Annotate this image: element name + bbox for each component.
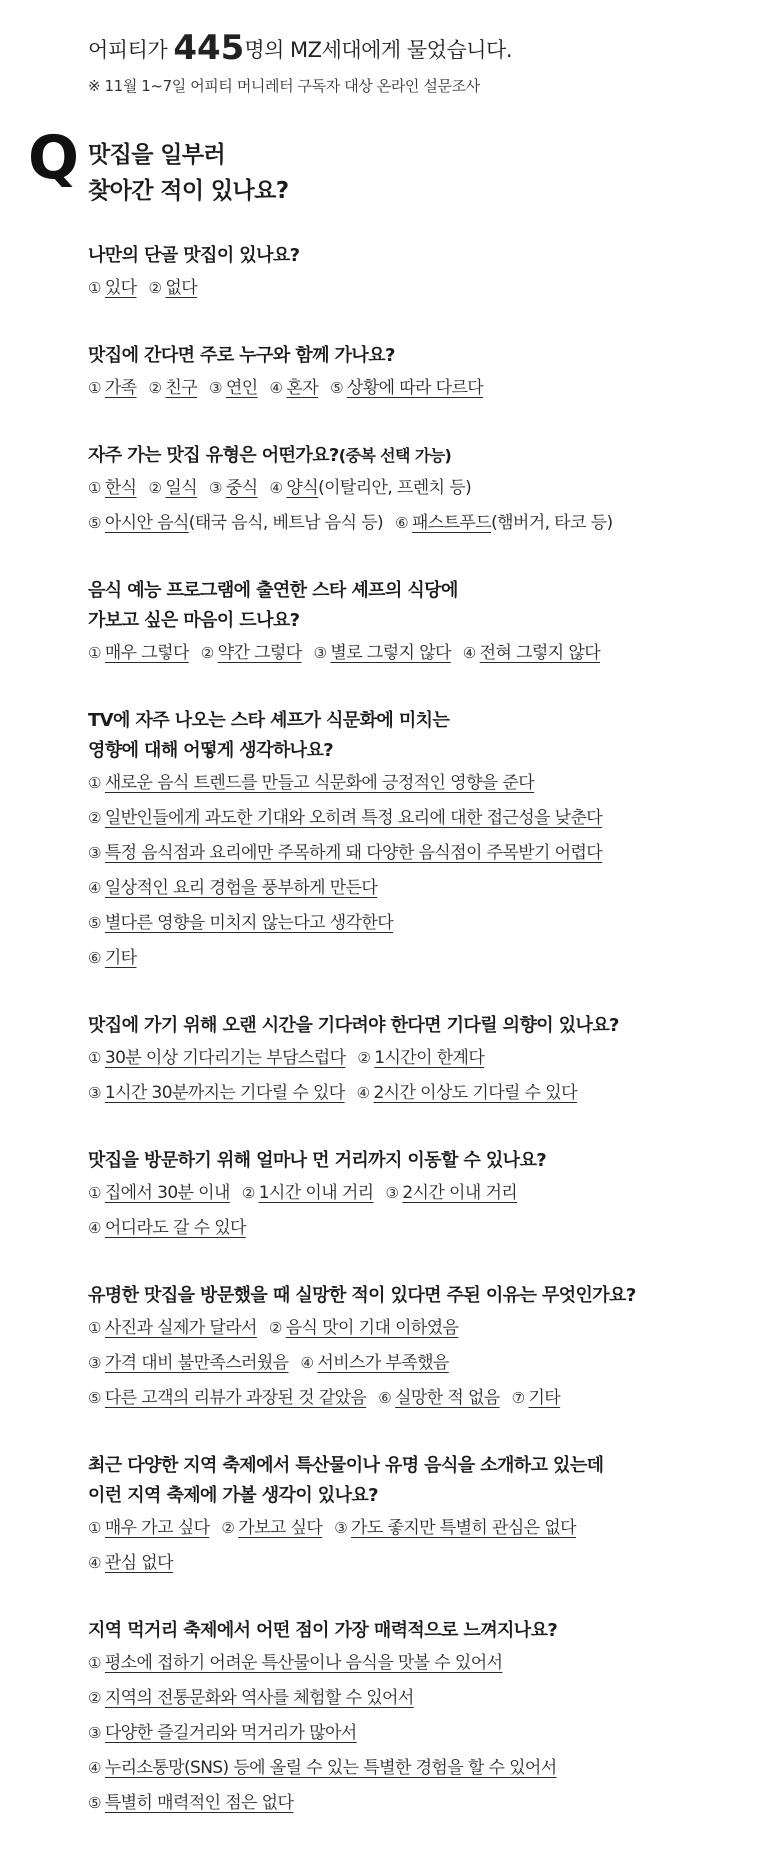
question-title-text: 이런 지역 축제에 가볼 생각이 있나요? — [88, 1485, 378, 1506]
question-title-text: 최근 다양한 지역 축제에서 특산물이나 유명 음식을 소개하고 있는데 — [88, 1455, 604, 1476]
answer-option[interactable] — [149, 378, 198, 398]
option-label: 일반인들에게 과도한 기대와 오히려 특정 요리에 대한 접근성을 낮춘다 — [104, 808, 603, 828]
intro-prefix: 어피티가 — [88, 38, 174, 62]
option-row — [88, 1681, 758, 1716]
answer-option[interactable] — [88, 773, 534, 793]
option-number: ⑥ — [395, 514, 408, 532]
option-label: 약간 그렇다 — [217, 643, 302, 663]
option-number: ② — [268, 1319, 282, 1337]
option-number: ① — [88, 774, 101, 792]
option-number: ② — [357, 1049, 371, 1067]
option-number: ① — [88, 479, 101, 497]
question-title-line — [88, 1281, 758, 1311]
option-number: ② — [148, 279, 162, 297]
option-label: 전혀 그렇지 않다 — [479, 643, 601, 663]
option-label: 실망한 적 없음 — [395, 1388, 500, 1408]
survey-question — [88, 441, 758, 541]
option-number: ③ — [88, 1724, 101, 1742]
option-label: 매우 가고 싶다 — [104, 1518, 210, 1538]
option-row — [88, 1511, 758, 1546]
option-row — [88, 1751, 758, 1786]
question-title — [88, 341, 758, 371]
option-number: ① — [88, 1184, 101, 1202]
option-number: ② — [88, 809, 101, 827]
answer-option[interactable] — [88, 1083, 345, 1103]
main-title-line: 찾아간 적이 있나요? — [88, 178, 289, 204]
option-number: ④ — [269, 379, 283, 397]
answer-option[interactable] — [88, 1388, 366, 1408]
option-row — [88, 1076, 758, 1111]
option-detail: (이탈리안, 프렌치 등) — [318, 478, 472, 498]
option-label: 중식 — [225, 478, 258, 498]
option-detail: (햄버거, 타코 등) — [491, 513, 613, 533]
answer-option[interactable] — [88, 1553, 173, 1573]
option-number: ⑤ — [88, 1794, 101, 1812]
question-title-line — [88, 1146, 758, 1176]
option-row — [88, 271, 758, 306]
option-number: ① — [88, 1049, 101, 1067]
survey-question — [88, 1146, 758, 1246]
option-label: 30분 이상 기다리기는 부담스럽다 — [104, 1048, 346, 1068]
answer-option[interactable] — [88, 878, 377, 898]
question-note: (중복 선택 가능) — [338, 446, 452, 465]
option-number: ⑤ — [88, 1389, 101, 1407]
answer-option[interactable] — [269, 1318, 459, 1338]
intro-suffix: 명의 MZ세대에게 물었습니다. — [244, 38, 512, 62]
option-number: ② — [241, 1184, 255, 1202]
option-label: 평소에 접하기 어려운 특산물이나 음식을 맛볼 수 있어서 — [104, 1653, 503, 1673]
respondent-count: 445 — [173, 28, 245, 68]
answer-option[interactable] — [88, 843, 602, 863]
survey-question — [88, 1011, 758, 1111]
question-title-text: 음식 예능 프로그램에 출연한 스타 셰프의 식당에 — [88, 580, 458, 601]
survey-question — [88, 706, 758, 976]
option-label: 상황에 따라 다르다 — [346, 378, 484, 398]
option-number: ② — [88, 1689, 101, 1707]
answer-option[interactable] — [88, 513, 383, 533]
answer-option[interactable] — [395, 513, 612, 533]
option-row — [88, 836, 758, 871]
option-number: ② — [148, 379, 162, 397]
option-label: 가도 좋지만 특별히 관심은 없다 — [351, 1518, 576, 1538]
survey-question — [88, 1616, 758, 1821]
answer-option[interactable] — [88, 808, 602, 828]
option-number: ③ — [334, 1519, 348, 1537]
option-row — [88, 1311, 758, 1346]
option-row — [88, 1041, 758, 1076]
question-title-line — [88, 441, 758, 471]
option-row — [88, 506, 758, 541]
option-label: 집에서 30분 이내 — [104, 1183, 230, 1203]
answer-option[interactable] — [88, 278, 137, 298]
option-number: ③ — [88, 844, 101, 862]
answer-option[interactable] — [88, 643, 189, 663]
answer-option[interactable] — [270, 478, 472, 498]
option-label: 2시간 이내 거리 — [402, 1183, 518, 1203]
answer-option[interactable] — [88, 1758, 557, 1778]
option-number: ③ — [88, 1354, 101, 1372]
option-row — [88, 1716, 758, 1751]
option-row — [88, 1176, 758, 1211]
main-title-line: 맛집을 일부러 — [88, 142, 226, 168]
q-mark-icon: Q — [28, 123, 80, 193]
option-label: 일상적인 요리 경험을 풍부하게 만든다 — [104, 878, 378, 898]
option-label: 다른 고객의 리뷰가 과장된 것 같았음 — [104, 1388, 367, 1408]
question-title — [88, 1616, 758, 1646]
option-label: 사진과 실제가 달라서 — [104, 1318, 257, 1338]
question-title-line — [88, 1616, 758, 1646]
option-number: ① — [88, 1519, 101, 1537]
option-label: 2시간 이상도 기다릴 수 있다 — [373, 1083, 577, 1103]
question-title-text: 자주 가는 맛집 유형은 어떤가요? — [88, 445, 339, 466]
option-label: 다양한 즐길거리와 먹거리가 많아서 — [104, 1723, 357, 1743]
answer-option[interactable] — [88, 1048, 345, 1068]
option-number: ④ — [462, 644, 476, 662]
answer-option[interactable] — [88, 1653, 502, 1673]
option-label: 양식 — [286, 478, 319, 498]
option-row — [88, 471, 758, 506]
option-number: ④ — [88, 1219, 101, 1237]
question-title-line — [88, 241, 758, 271]
option-number: ① — [88, 1654, 101, 1672]
option-number: ④ — [269, 479, 283, 497]
question-title-line — [88, 736, 758, 766]
answer-option[interactable] — [357, 1048, 484, 1068]
question-title — [88, 1011, 758, 1041]
option-row — [88, 1786, 758, 1821]
answer-option[interactable] — [88, 1318, 257, 1338]
main-question-title — [88, 137, 289, 209]
option-number: ③ — [209, 379, 222, 397]
survey-note: ※ 11월 1~7일 어피티 머니레터 구독자 대상 온라인 설문조사 — [88, 77, 480, 95]
question-title-text: 영향에 대해 어떻게 생각하나요? — [88, 740, 334, 761]
survey-question — [88, 576, 758, 671]
option-number: ① — [88, 644, 101, 662]
option-label: 기타 — [104, 948, 137, 968]
option-label: 없다 — [165, 278, 198, 298]
answer-option[interactable] — [209, 478, 258, 498]
question-title — [88, 1451, 758, 1511]
question-list — [88, 241, 758, 1856]
answer-option[interactable] — [463, 643, 600, 663]
option-label: 가족 — [104, 378, 137, 398]
answer-option[interactable] — [88, 1218, 246, 1238]
intro-headline — [88, 30, 748, 68]
answer-option[interactable] — [201, 643, 302, 663]
option-number: ③ — [88, 1084, 101, 1102]
option-label: 별로 그렇지 않다 — [330, 643, 451, 663]
option-label: 1시간 이내 거리 — [258, 1183, 374, 1203]
answer-option[interactable] — [357, 1083, 577, 1103]
option-label: 패스트푸드 — [411, 513, 492, 533]
option-row — [88, 1346, 758, 1381]
answer-option[interactable] — [314, 643, 451, 663]
question-title — [88, 706, 758, 766]
answer-option[interactable] — [512, 1388, 561, 1408]
question-title-line — [88, 341, 758, 371]
option-row — [88, 801, 758, 836]
option-label: 지역의 전통문화와 역사를 체험할 수 있어서 — [104, 1688, 414, 1708]
option-label: 연인 — [225, 378, 258, 398]
option-label: 일식 — [165, 478, 198, 498]
option-label: 새로운 음식 트렌드를 만들고 식문화에 긍정적인 영향을 준다 — [104, 773, 535, 793]
answer-option[interactable] — [385, 1183, 517, 1203]
option-number: ④ — [300, 1354, 314, 1372]
option-row — [88, 871, 758, 906]
option-label: 1시간 30분까지는 기다릴 수 있다 — [104, 1083, 345, 1103]
option-number: ① — [88, 279, 101, 297]
answer-option[interactable] — [378, 1388, 499, 1408]
answer-option[interactable] — [88, 1723, 357, 1743]
option-number: ⑤ — [88, 914, 101, 932]
question-title-text: TV에 자주 나오는 스타 셰프가 식문화에 미치는 — [88, 710, 450, 731]
question-title-text: 맛집에 가기 위해 오랜 시간을 기다려야 한다면 기다릴 의향이 있나요? — [88, 1015, 619, 1036]
option-label: 서비스가 부족했음 — [317, 1353, 449, 1373]
answer-option[interactable] — [88, 913, 393, 933]
question-title-text: 가보고 싶은 마음이 드나요? — [88, 610, 300, 631]
option-number: ② — [148, 479, 162, 497]
question-title — [88, 576, 758, 636]
option-number: ③ — [209, 479, 222, 497]
option-label: 관심 없다 — [104, 1553, 173, 1573]
option-row — [88, 371, 758, 406]
option-number: ⑥ — [378, 1389, 392, 1407]
survey-question — [88, 241, 758, 306]
answer-option[interactable] — [209, 378, 258, 398]
option-number: ④ — [356, 1084, 370, 1102]
question-title-text: 나만의 단골 맛집이 있나요? — [88, 245, 300, 266]
option-label: 혼자 — [286, 378, 319, 398]
survey-question — [88, 341, 758, 406]
option-number: ⑤ — [88, 514, 101, 532]
option-label: 별다른 영향을 미치지 않는다고 생각한다 — [104, 913, 394, 933]
answer-option[interactable] — [88, 1793, 293, 1813]
option-number: ⑦ — [511, 1389, 525, 1407]
option-number: ④ — [88, 1759, 101, 1777]
question-title-line — [88, 706, 758, 736]
question-title-text: 맛집에 간다면 주로 누구와 함께 가나요? — [88, 345, 395, 366]
option-number: ③ — [385, 1184, 399, 1202]
question-title-text: 지역 먹거리 축제에서 어떤 점이 가장 매력적으로 느껴지나요? — [88, 1620, 558, 1641]
option-row — [88, 941, 758, 976]
option-number: ② — [221, 1519, 235, 1537]
option-row — [88, 906, 758, 941]
option-row — [88, 1546, 758, 1581]
option-label: 있다 — [104, 278, 137, 298]
option-row — [88, 1646, 758, 1681]
option-label: 누리소통망(SNS) 등에 올릴 수 있는 특별한 경험을 할 수 있어서 — [104, 1758, 557, 1778]
option-label: 특별히 매력적인 점은 없다 — [104, 1793, 294, 1813]
option-label: 아시안 음식 — [104, 513, 189, 533]
answer-option[interactable] — [88, 1518, 209, 1538]
question-title-text: 맛집을 방문하기 위해 얼마나 먼 거리까지 이동할 수 있나요? — [88, 1150, 547, 1171]
answer-option[interactable] — [88, 948, 137, 968]
option-label: 매우 그렇다 — [104, 643, 189, 663]
option-number: ① — [88, 1319, 101, 1337]
survey-question — [88, 1281, 758, 1416]
option-row — [88, 636, 758, 671]
option-label: 가보고 싶다 — [238, 1518, 323, 1538]
option-row — [88, 1381, 758, 1416]
answer-option[interactable] — [334, 1518, 576, 1538]
option-label: 가격 대비 불만족스러웠음 — [104, 1353, 289, 1373]
option-label: 1시간이 한계다 — [374, 1048, 485, 1068]
option-label: 어디라도 갈 수 있다 — [104, 1218, 246, 1238]
answer-option[interactable] — [88, 1183, 230, 1203]
question-title-line — [88, 1481, 758, 1511]
option-row — [88, 766, 758, 801]
answer-option[interactable] — [88, 478, 137, 498]
answer-option[interactable] — [149, 278, 198, 298]
option-label: 특정 음식점과 요리에만 주목하게 돼 다양한 음식점이 주목받기 어렵다 — [104, 843, 603, 863]
question-title-line — [88, 606, 758, 636]
option-label: 친구 — [165, 378, 198, 398]
answer-option[interactable] — [88, 378, 137, 398]
option-detail: (태국 음식, 베트남 음식 등) — [188, 513, 384, 533]
question-title-text: 유명한 맛집을 방문했을 때 실망한 적이 있다면 주된 이유는 무엇인가요? — [88, 1285, 636, 1306]
option-number: ④ — [88, 1554, 101, 1572]
answer-option[interactable] — [221, 1518, 322, 1538]
answer-option[interactable] — [242, 1183, 374, 1203]
option-label: 한식 — [104, 478, 137, 498]
option-label: 기타 — [528, 1388, 561, 1408]
option-number: ⑥ — [88, 949, 101, 967]
answer-option[interactable] — [88, 1688, 414, 1708]
question-title — [88, 1281, 758, 1311]
option-label: 음식 맛이 기대 이하였음 — [285, 1318, 459, 1338]
question-title-line — [88, 576, 758, 606]
intro-block — [88, 30, 748, 98]
answer-option[interactable] — [330, 378, 483, 398]
option-number: ② — [200, 644, 214, 662]
option-number: ③ — [313, 644, 327, 662]
question-title — [88, 1146, 758, 1176]
option-row — [88, 1211, 758, 1246]
answer-option[interactable] — [88, 1353, 289, 1373]
answer-option[interactable] — [301, 1353, 449, 1373]
question-title-line — [88, 1451, 758, 1481]
question-title — [88, 241, 758, 271]
answer-option[interactable] — [270, 378, 319, 398]
survey-question — [88, 1451, 758, 1581]
option-number: ④ — [88, 879, 101, 897]
option-number: ⑤ — [330, 379, 343, 397]
question-title — [88, 441, 758, 471]
answer-option[interactable] — [149, 478, 198, 498]
option-number: ① — [88, 379, 101, 397]
question-title-line — [88, 1011, 758, 1041]
